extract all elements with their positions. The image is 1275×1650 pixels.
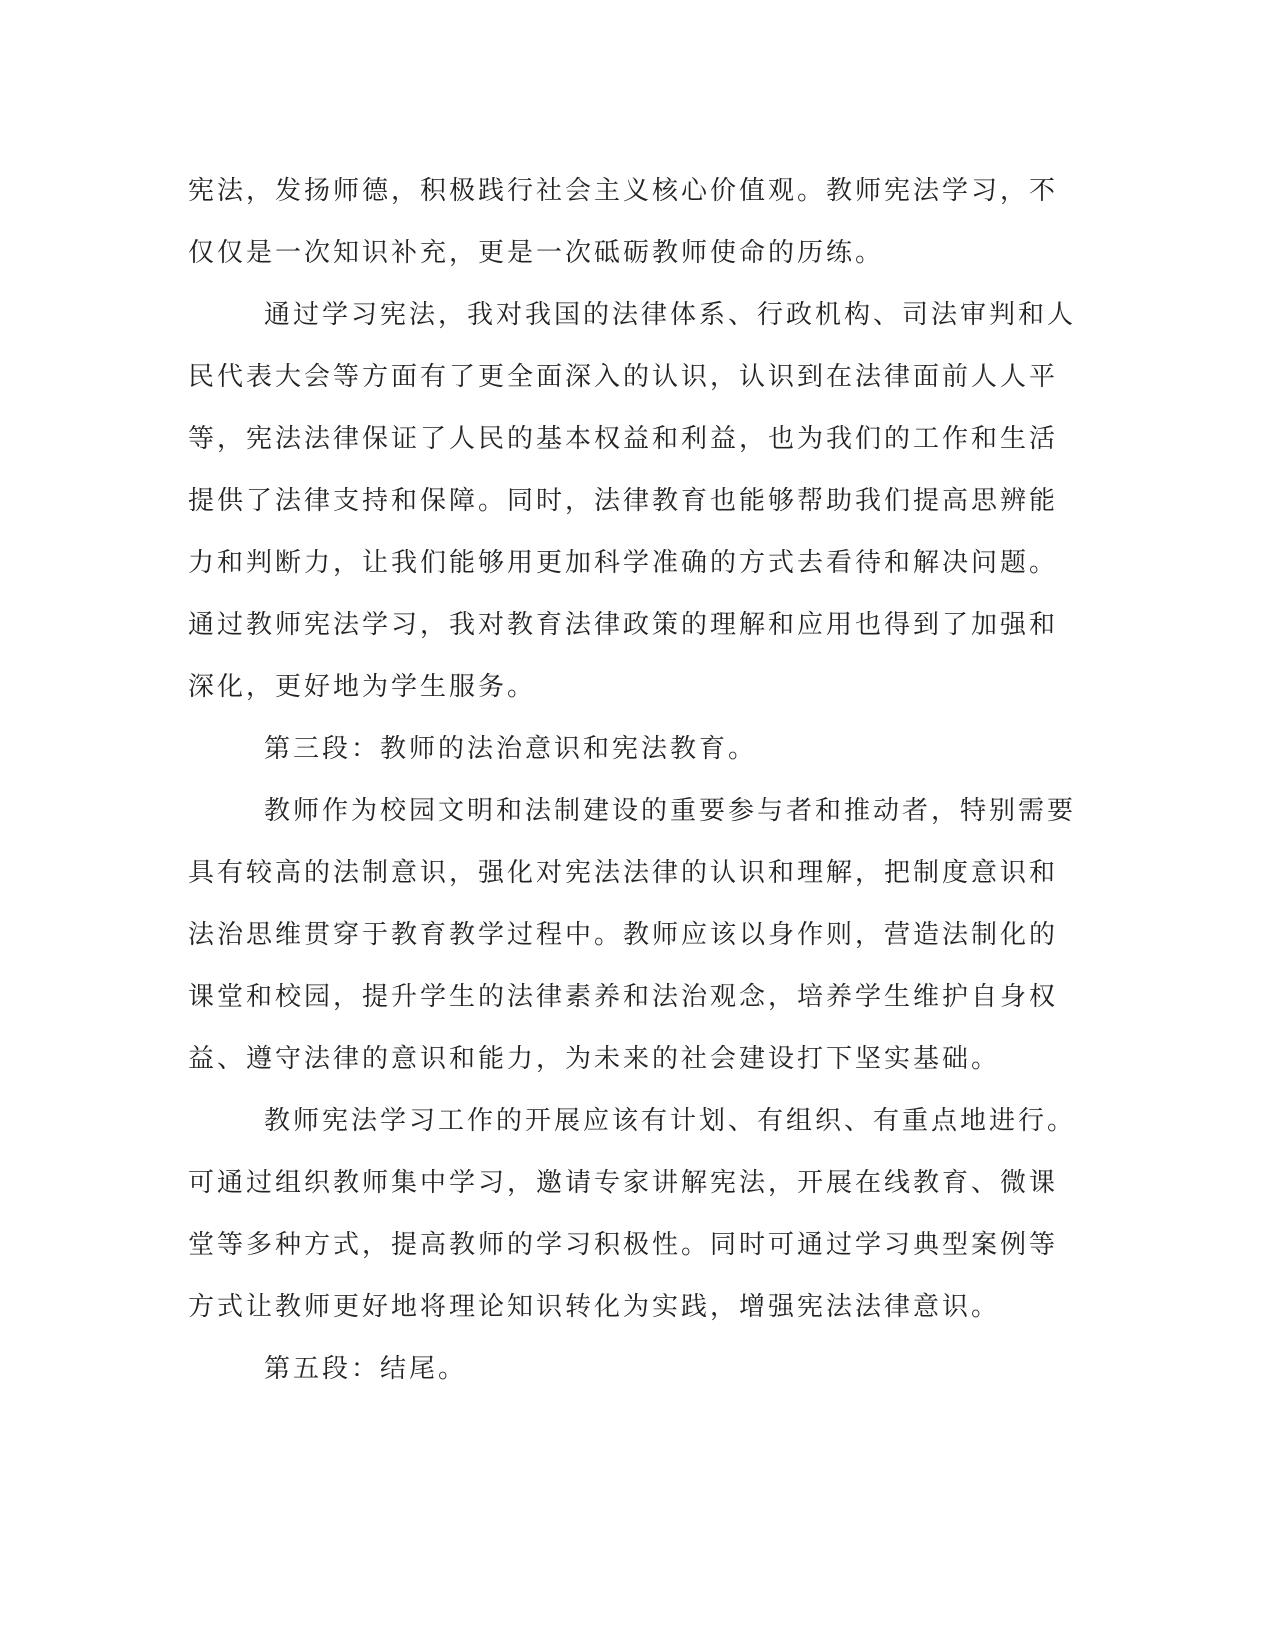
text-line: 仅仅是一次知识补充，更是一次砥砺教师使命的历练。 xyxy=(188,238,885,268)
paragraph-first-line: 第三段：教师的法治意识和宪法教育。 xyxy=(264,734,758,764)
text-line: 具有较高的法制意识，强化对宪法法律的认识和理解，把制度意识和 xyxy=(188,858,1059,888)
paragraph-first-line: 教师宪法学习工作的开展应该有计划、有组织、有重点地进行。 xyxy=(264,1106,1077,1136)
document-body xyxy=(188,160,1077,1400)
text-line: 提供了法律支持和保障。同时，法律教育也能够帮助我们提高思辨能 xyxy=(188,486,1059,516)
text-line: 可通过组织教师集中学习，邀请专家讲解宪法，开展在线教育、微课 xyxy=(188,1168,1059,1198)
text-line: 课堂和校园，提升学生的法律素养和法治观念，培养学生维护自身权 xyxy=(188,982,1059,1012)
text-line: 方式让教师更好地将理论知识转化为实践，增强宪法法律意识。 xyxy=(188,1292,1001,1322)
paragraph-first-line: 第五段：结尾。 xyxy=(264,1354,468,1384)
paragraph-first-line: 教师作为校园文明和法制建设的重要参与者和推动者，特别需要 xyxy=(264,796,1077,826)
text-line: 通过教师宪法学习，我对教育法律政策的理解和应用也得到了加强和 xyxy=(188,610,1059,640)
text-line: 宪法，发扬师德，积极践行社会主义核心价值观。教师宪法学习，不 xyxy=(188,176,1059,206)
paragraph-first-line: 通过学习宪法，我对我国的法律体系、行政机构、司法审判和人 xyxy=(264,300,1077,330)
text-line: 深化，更好地为学生服务。 xyxy=(188,672,537,702)
text-line: 益、遵守法律的意识和能力，为未来的社会建设打下坚实基础。 xyxy=(188,1044,1001,1074)
text-line: 等，宪法法律保证了人民的基本权益和利益，也为我们的工作和生活 xyxy=(188,424,1059,454)
text-line: 法治思维贯穿于教育教学过程中。教师应该以身作则，营造法制化的 xyxy=(188,920,1059,950)
text-line: 民代表大会等方面有了更全面深入的认识，认识到在法律面前人人平 xyxy=(188,362,1059,392)
text-line: 力和判断力，让我们能够用更加科学准确的方式去看待和解决问题。 xyxy=(188,548,1059,578)
text-line: 堂等多种方式，提高教师的学习积极性。同时可通过学习典型案例等 xyxy=(188,1230,1059,1260)
